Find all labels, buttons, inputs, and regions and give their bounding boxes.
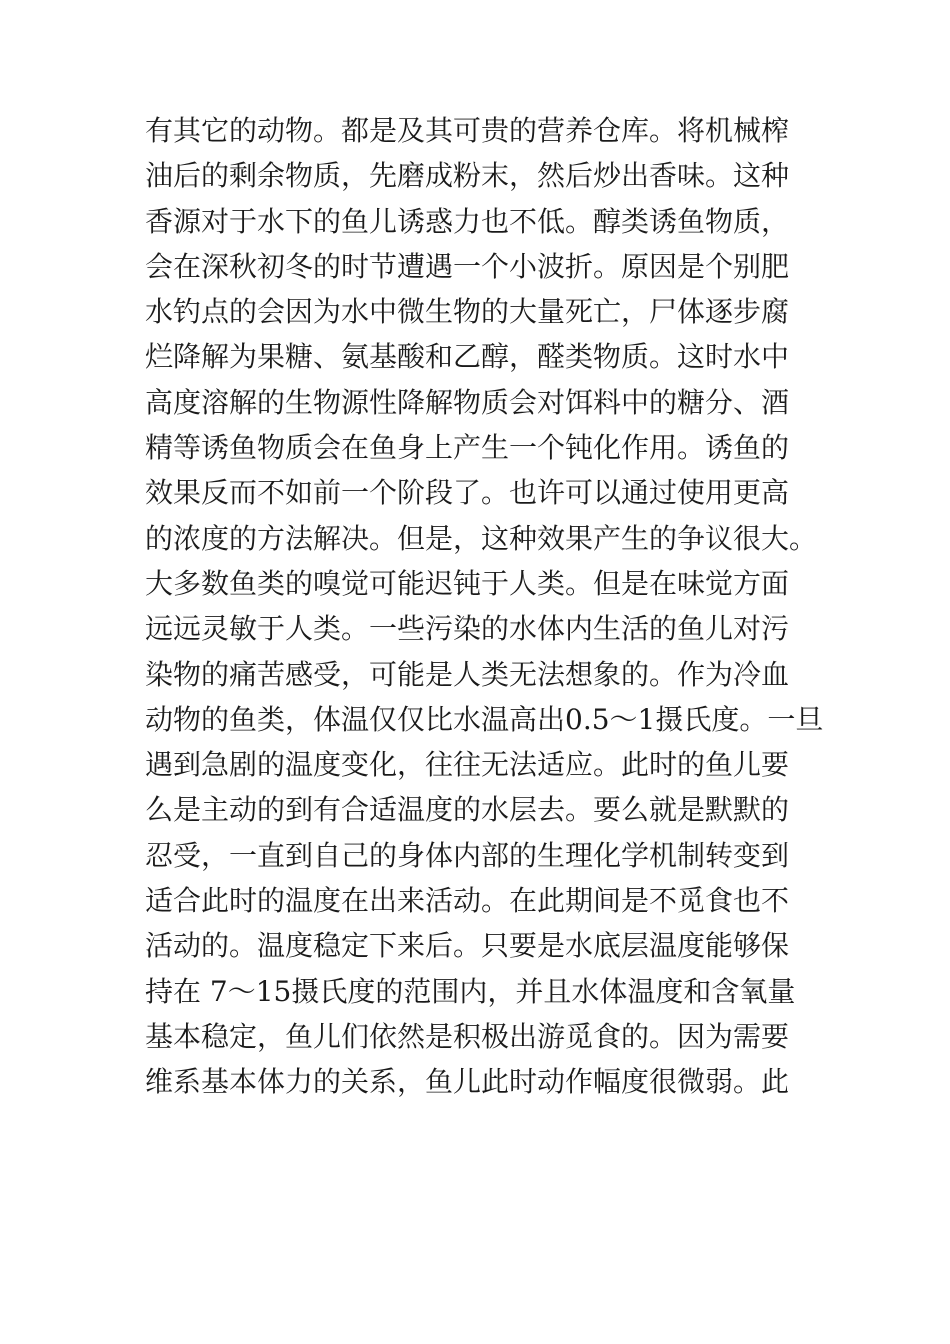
text-line: 香源对于水下的鱼儿诱惑力也不低。醇类诱鱼物质， [145, 204, 790, 238]
body-text [145, 108, 825, 1105]
text-line: 基本稳定，鱼儿们依然是积极出游觅食的。因为需要 [145, 1019, 790, 1053]
text-line: 会在深秋初冬的时节遭遇一个小波折。原因是个别肥 [145, 249, 790, 283]
text-line: 高度溶解的生物源性降解物质会对饵料中的糖分、酒 [145, 385, 790, 419]
text-line: 染物的痛苦感受，可能是人类无法想象的。作为冷血 [145, 657, 790, 691]
text-line: 持在 7～15摄氏度的范围内，并且水体温度和含氧量 [145, 974, 796, 1008]
text-line: 的浓度的方法解决。但是，这种效果产生的争议很大。 [145, 521, 818, 555]
text-line: 维系基本体力的关系，鱼儿此时动作幅度很微弱。此 [145, 1065, 790, 1099]
text-line: 大多数鱼类的嗅觉可能迟钝于人类。但是在味觉方面 [145, 566, 790, 600]
text-line: 忍受，一直到自己的身体内部的生理化学机制转变到 [145, 838, 790, 872]
text-line: 适合此时的温度在出来活动。在此期间是不觅食也不 [145, 884, 790, 918]
text-line: 么是主动的到有合适温度的水层去。要么就是默默的 [145, 793, 790, 827]
text-line: 动物的鱼类，体温仅仅比水温高出0.5～1摄氏度。一旦 [145, 702, 824, 736]
text-line: 有其它的动物。都是及其可贵的营养仓库。将机械榨 [145, 114, 790, 147]
text-line: 油后的剩余物质，先磨成粉末，然后炒出香味。这种 [145, 159, 790, 193]
text-line: 远远灵敏于人类。一些污染的水体内生活的鱼儿对污 [145, 612, 790, 646]
text-line: 遇到急剧的温度变化，往往无法适应。此时的鱼儿要 [145, 748, 790, 782]
text-line: 效果反而不如前一个阶段了。也许可以通过使用更高 [145, 476, 790, 510]
text-line: 烂降解为果糖、氨基酸和乙醇，醛类物质。这时水中 [145, 340, 790, 374]
text-line: 精等诱鱼物质会在鱼身上产生一个钝化作用。诱鱼的 [145, 431, 790, 465]
text-line: 活动的。温度稳定下来后。只要是水底层温度能够保 [145, 929, 790, 963]
text-line: 水钓点的会因为水中微生物的大量死亡，尸体逐步腐 [145, 295, 790, 329]
